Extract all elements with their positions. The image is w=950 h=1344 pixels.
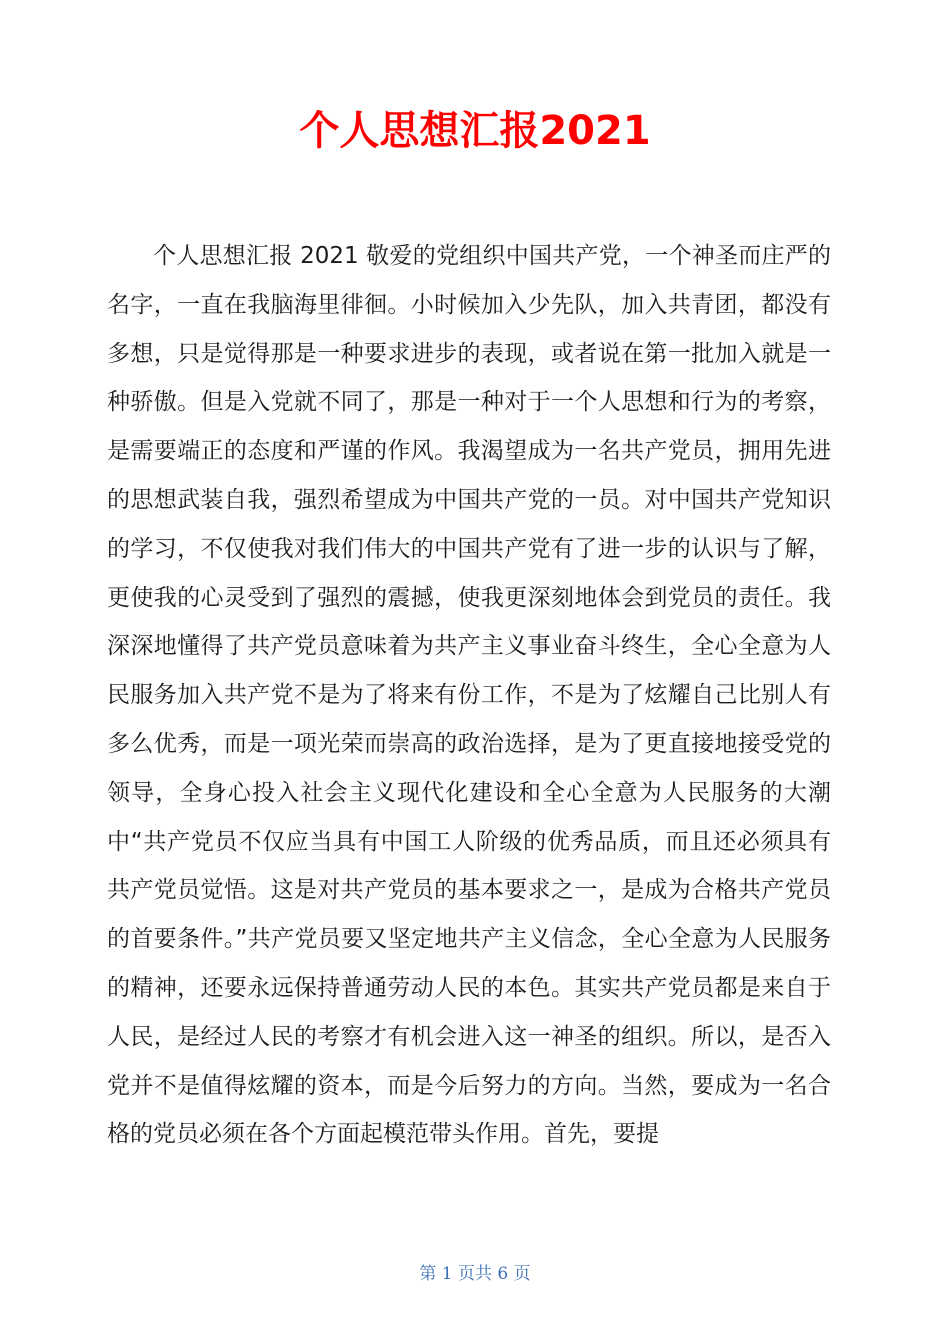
document-title: 个人思想汇报2021 <box>299 108 651 154</box>
page-number-footer: 第 1 页共 6 页 <box>419 1264 531 1284</box>
document-body-paragraph: 个人思想汇报 2021 敬爱的党组织中国共产党，一个神圣而庄严的名字，一直在我脑海里徘徊。小时候加入少先队，加入共青团，都没有多想，只是觉得那是一种要求进步的表现，或者说在第一批加入就是一种骄傲。但是入党就不同了，那是一种对于一个人思想和行为的考察，是需要端正的态度和严谨的作风。我渴望成为一名共产党员，拥用先进的思想武装自我，强烈希望成为中国共产党的一员。对中国共产党知识的学习，不仅使我对我们伟大的中国共产党有了进一步的认识与了解，更使我的心灵受到了强烈的震撼，使我更深刻地体会到党员的责任。我深深地懂得了共产党员意味着为共产主义事业奋斗终生，全心全意为人民服务加入共产党不是为了将来有份工作，不是为了炫耀自己比别人有多么优秀，而是一项光荣而崇高的政治选择，是为了更直接地接受党的领导，全身心投入社会主义现代化建设和全心全意为人民服务的大潮中“共产党员不仅应当具有中国工人阶级的优秀品质，而且还必须具有共产党员觉悟。这是对共产党员的基本要求之一，是成为合格共产党员的首要条件。”共产党员要又坚定地共产主义信念，全心全意为人民服务的精神，还要永远保持普通劳动人民的本色。其实共产党员都是来自于人民，是经过人民的考察才有机会进入这一神圣的组织。所以，是否入党并不是值得炫耀的资本，而是今后努力的方向。当然，要成为一名合格的党员必须在各个方面起模范带头作用。首先，要提 <box>107 243 831 1148</box>
